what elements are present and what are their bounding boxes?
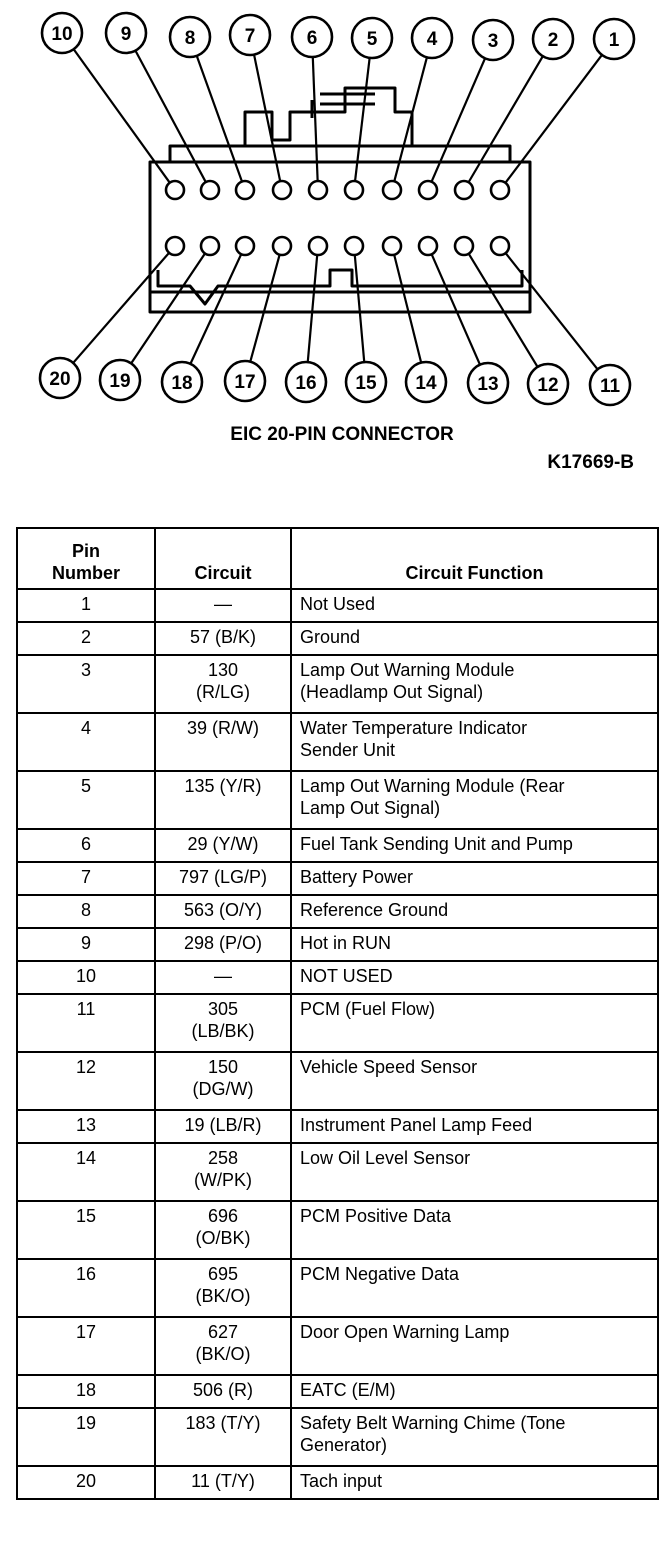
callout-label: 19 — [109, 371, 131, 392]
leader-line-18 — [190, 254, 241, 364]
circuit-function-cell-line: PCM (Fuel Flow) — [300, 999, 436, 1019]
circuit-function-cell — [291, 655, 658, 713]
pin-number-cell-line: 9 — [80, 933, 91, 953]
table-row — [17, 1052, 658, 1110]
callout-label: 12 — [537, 375, 559, 396]
table-row — [17, 1466, 658, 1499]
pin-number-cell — [17, 895, 155, 928]
pin-number-cell-line: 16 — [75, 1264, 97, 1284]
pin-number-cell-line: 17 — [75, 1322, 97, 1342]
leader-line-13 — [432, 254, 480, 364]
header-pin-line2: Number — [51, 563, 120, 583]
callout-label: 9 — [120, 24, 132, 45]
circuit-cell — [155, 771, 291, 829]
pin-14 — [383, 237, 401, 255]
circuit-function-cell — [291, 1143, 658, 1201]
pin-callout-5 — [352, 18, 392, 58]
circuit-cell — [155, 994, 291, 1052]
pin-number-cell — [17, 1375, 155, 1408]
pin-number-cell-line: 15 — [75, 1206, 97, 1226]
pin-number-cell-line: 6 — [80, 834, 91, 854]
circuit-function-cell-line: Not Used — [300, 594, 376, 614]
pin-number-cell-line: 10 — [75, 966, 97, 986]
circuit-cell — [155, 655, 291, 713]
callout-label: 3 — [487, 31, 499, 52]
connector-housing — [150, 88, 530, 312]
pin-number-cell — [17, 1259, 155, 1317]
pin-20 — [166, 237, 184, 255]
pin-number-cell — [17, 1201, 155, 1259]
circuit-function-cell — [291, 928, 658, 961]
circuit-cell-line: 130 — [207, 660, 239, 680]
circuit-cell-line: — — [214, 594, 232, 614]
pin-1 — [491, 181, 509, 199]
leader-line-15 — [355, 255, 364, 362]
callout-label: 4 — [426, 29, 438, 50]
table-row — [17, 713, 658, 771]
circuit-cell-line: (LB/BK) — [191, 1021, 255, 1041]
pin-number-cell-line: 7 — [80, 867, 91, 887]
pin-callout-14 — [406, 362, 446, 402]
figure-id: K17669-B — [547, 452, 634, 473]
pin-5 — [345, 181, 363, 199]
header-pin-number — [17, 528, 155, 589]
circuit-cell — [155, 1110, 291, 1143]
pin-callout-6 — [292, 17, 332, 57]
circuit-cell-line: 797 (LG/P) — [178, 867, 268, 887]
diagram-title: EIC 20-PIN CONNECTOR — [230, 424, 454, 445]
circuit-cell — [155, 1143, 291, 1201]
circuit-function-cell — [291, 1259, 658, 1317]
callout-label: 2 — [547, 30, 559, 51]
pin-callout-7 — [230, 15, 270, 55]
circuit-function-cell — [291, 622, 658, 655]
circuit-function-cell-line: Tach input — [300, 1471, 383, 1491]
pin-number-cell-line: 19 — [75, 1413, 97, 1433]
pin-number-cell-line: 12 — [75, 1057, 97, 1077]
pin-7 — [273, 181, 291, 199]
pin-13 — [419, 237, 437, 255]
pin-number-cell-line: 11 — [76, 999, 96, 1019]
pin-number-cell — [17, 655, 155, 713]
circuit-function-cell-line: PCM Positive Data — [300, 1206, 452, 1226]
pin-callout-9 — [106, 13, 146, 53]
callout-label: 17 — [234, 372, 256, 393]
circuit-cell — [155, 829, 291, 862]
table-row — [17, 622, 658, 655]
circuit-cell-line: 150 — [207, 1057, 239, 1077]
circuit-function-cell — [291, 1408, 658, 1466]
leader-line-14 — [394, 255, 421, 363]
circuit-function-cell-line: Ground — [300, 627, 361, 647]
circuit-cell-line: 11 (T/Y) — [191, 1471, 255, 1491]
circuit-function-cell — [291, 713, 658, 771]
circuit-cell-line: 135 (Y/R) — [184, 776, 262, 796]
pin-number-cell-line: 5 — [80, 776, 91, 796]
pin-callout-4 — [412, 18, 452, 58]
pin-number-cell-line: 1 — [80, 594, 91, 614]
table-row — [17, 895, 658, 928]
pin-callout-13 — [468, 363, 508, 403]
table-row — [17, 1317, 658, 1375]
pin-number-cell — [17, 961, 155, 994]
circuit-cell — [155, 622, 291, 655]
leader-line-12 — [469, 254, 538, 367]
circuit-function-cell-line: Fuel Tank Sending Unit and Pump — [300, 834, 573, 854]
callout-label: 14 — [415, 373, 437, 394]
leader-line-17 — [250, 255, 279, 362]
table-row — [17, 1143, 658, 1201]
table-row — [17, 994, 658, 1052]
pin-number-cell-line: 3 — [80, 660, 91, 680]
circuit-cell-line: 305 — [207, 999, 239, 1019]
callout-label: 6 — [306, 28, 318, 49]
callout-label: 1 — [608, 30, 620, 51]
circuit-cell — [155, 1259, 291, 1317]
circuit-function-cell — [291, 961, 658, 994]
pin-3 — [419, 181, 437, 199]
circuit-cell-line: 57 (B/K) — [189, 627, 257, 647]
leader-line-19 — [131, 253, 205, 363]
pin-callout-20 — [40, 358, 80, 398]
leader-line-16 — [308, 255, 317, 362]
pin-number-cell — [17, 994, 155, 1052]
circuit-cell-line: 29 (Y/W) — [187, 834, 259, 854]
callout-label: 13 — [477, 374, 499, 395]
circuit-cell-line: (BK/O) — [195, 1344, 251, 1364]
circuit-cell — [155, 862, 291, 895]
circuit-function-cell — [291, 895, 658, 928]
circuit-function-cell — [291, 771, 658, 829]
circuit-function-cell-line: Water Temperature Indicator — [300, 718, 528, 738]
circuit-cell — [155, 589, 291, 622]
table-row — [17, 928, 658, 961]
pin-17 — [273, 237, 291, 255]
pin-callout-1 — [594, 19, 634, 59]
callout-label: 18 — [171, 373, 193, 394]
circuit-function-cell-line: Hot in RUN — [300, 933, 392, 953]
pin-10 — [166, 181, 184, 199]
circuit-function-cell-line: Lamp Out Warning Module — [300, 660, 515, 680]
pin-callout-18 — [162, 362, 202, 402]
pin-15 — [345, 237, 363, 255]
pin-number-cell-line: 8 — [80, 900, 91, 920]
table-row — [17, 1375, 658, 1408]
table-row — [17, 961, 658, 994]
circuit-function-cell — [291, 1317, 658, 1375]
pin-4 — [383, 181, 401, 199]
circuit-function-cell — [291, 1375, 658, 1408]
header-pin-line1: Pin — [71, 541, 100, 561]
pin-number-cell — [17, 1408, 155, 1466]
pin-number-cell-line: 13 — [75, 1115, 97, 1135]
circuit-cell — [155, 1375, 291, 1408]
pin-rows — [17, 589, 658, 1499]
callout-label: 8 — [184, 28, 196, 49]
pin-number-cell-line: 2 — [80, 627, 91, 647]
circuit-function-cell-line: PCM Negative Data — [300, 1264, 460, 1284]
pin-callout-12 — [528, 364, 568, 404]
circuit-cell — [155, 895, 291, 928]
header-circuit: Circuit — [155, 528, 291, 589]
circuit-cell — [155, 1201, 291, 1259]
pin-callout-3 — [473, 20, 513, 60]
circuit-cell-line: 298 (P/O) — [183, 933, 263, 953]
pin-12 — [455, 237, 473, 255]
circuit-cell — [155, 1052, 291, 1110]
pin-number-cell-line: 20 — [75, 1471, 97, 1491]
circuit-function-cell-line: Instrument Panel Lamp Feed — [300, 1115, 533, 1135]
circuit-function-cell-line: EATC (E/M) — [300, 1380, 396, 1400]
leader-line-20 — [73, 253, 169, 363]
pin-number-cell — [17, 1466, 155, 1499]
pin-callout-15 — [346, 362, 386, 402]
circuit-cell-line: (R/LG) — [196, 682, 250, 702]
circuit-cell-line: 39 (R/W) — [187, 718, 259, 738]
circuit-function-cell — [291, 862, 658, 895]
circuit-cell — [155, 1466, 291, 1499]
circuit-function-cell-line: Battery Power — [300, 867, 414, 887]
circuit-function-cell-line: Safety Belt Warning Chime (Tone — [300, 1413, 566, 1433]
circuit-cell-line: 563 (O/Y) — [183, 900, 263, 920]
circuit-cell-line: 19 (LB/R) — [184, 1115, 262, 1135]
pin-number-cell-line: 4 — [80, 718, 91, 738]
circuit-cell — [155, 928, 291, 961]
circuit-function-cell-line: Lamp Out Warning Module (Rear — [300, 776, 565, 796]
circuit-cell-line: 627 — [207, 1322, 239, 1342]
circuit-function-cell-line: Lamp Out Signal) — [300, 798, 441, 818]
circuit-function-cell — [291, 589, 658, 622]
circuit-cell-line: 506 (R) — [192, 1380, 254, 1400]
circuit-cell-line: (DG/W) — [192, 1079, 254, 1099]
pin-number-cell-line: 18 — [75, 1380, 97, 1400]
circuit-function-cell — [291, 1201, 658, 1259]
circuit-cell — [155, 1408, 291, 1466]
circuit-cell-line: (BK/O) — [195, 1286, 251, 1306]
circuit-cell-line: 258 — [207, 1148, 239, 1168]
circuit-function-cell — [291, 829, 658, 862]
circuit-function-cell-line: (Headlamp Out Signal) — [300, 682, 484, 702]
pin-callout-16 — [286, 362, 326, 402]
pin-callout-19 — [100, 360, 140, 400]
pin-callout-8 — [170, 17, 210, 57]
pin-9 — [201, 181, 219, 199]
leader-lines — [73, 49, 602, 369]
pin-6 — [309, 181, 327, 199]
pin-number-cell — [17, 1110, 155, 1143]
table-row — [17, 829, 658, 862]
table-row — [17, 1110, 658, 1143]
circuit-function-cell-line: Reference Ground — [300, 900, 449, 920]
pin-number-cell — [17, 622, 155, 655]
pin-number-cell — [17, 1143, 155, 1201]
circuit-cell-line: (W/PK) — [194, 1170, 252, 1190]
table-row — [17, 862, 658, 895]
callout-label: 11 — [599, 376, 621, 397]
leader-line-1 — [505, 55, 602, 183]
table-row — [17, 1259, 658, 1317]
circuit-cell-line: 695 — [207, 1264, 239, 1284]
connector-diagram — [0, 0, 672, 480]
pin-number-cell — [17, 713, 155, 771]
pin-18 — [236, 237, 254, 255]
circuit-function-cell-line: Generator) — [300, 1435, 388, 1455]
pin-2 — [455, 181, 473, 199]
callout-label: 20 — [49, 369, 71, 390]
callout-label: 10 — [51, 24, 73, 45]
pin-11 — [491, 237, 509, 255]
table-row — [17, 1201, 658, 1259]
pin-number-cell — [17, 1317, 155, 1375]
pin-number-cell — [17, 589, 155, 622]
circuit-cell-line: (O/BK) — [195, 1228, 251, 1248]
pin-16 — [309, 237, 327, 255]
circuit-function-cell-line: NOT USED — [300, 966, 393, 986]
table-row — [17, 655, 658, 713]
pin-number-cell — [17, 928, 155, 961]
leader-line-10 — [74, 49, 170, 182]
table-row — [17, 1408, 658, 1466]
table-row — [17, 589, 658, 622]
circuit-function-cell-line: Sender Unit — [300, 740, 396, 760]
pin-number-cell — [17, 829, 155, 862]
connector-pins — [166, 181, 509, 255]
table-row — [17, 771, 658, 829]
circuit-cell-line: 183 (T/Y) — [185, 1413, 261, 1433]
pin-number-cell — [17, 862, 155, 895]
pin-19 — [201, 237, 219, 255]
circuit-function-cell-line: Door Open Warning Lamp — [300, 1322, 510, 1342]
pin-number-cell — [17, 771, 155, 829]
circuit-function-cell — [291, 994, 658, 1052]
circuit-cell — [155, 713, 291, 771]
circuit-cell-line: 696 — [207, 1206, 239, 1226]
circuit-function-cell — [291, 1466, 658, 1499]
pin-callouts — [40, 13, 634, 405]
pin-callout-10 — [42, 13, 82, 53]
circuit-function-cell — [291, 1110, 658, 1143]
pin-table — [16, 527, 659, 1500]
circuit-cell — [155, 1317, 291, 1375]
callout-label: 5 — [366, 29, 378, 50]
header-circuit-function: Circuit Function — [291, 528, 658, 589]
circuit-cell — [155, 961, 291, 994]
callout-label: 15 — [355, 373, 377, 394]
pin-callout-17 — [225, 361, 265, 401]
circuit-function-cell-line: Vehicle Speed Sensor — [300, 1057, 478, 1077]
pin-number-cell-line: 14 — [75, 1148, 97, 1168]
circuit-function-cell-line: Low Oil Level Sensor — [300, 1148, 471, 1168]
pin-callout-11 — [590, 365, 630, 405]
circuit-cell-line: — — [214, 966, 232, 986]
pin-8 — [236, 181, 254, 199]
callout-label: 7 — [244, 26, 256, 47]
callout-label: 16 — [295, 373, 317, 394]
table-header-row — [17, 528, 658, 589]
pin-callout-2 — [533, 19, 573, 59]
pin-number-cell — [17, 1052, 155, 1110]
circuit-function-cell — [291, 1052, 658, 1110]
